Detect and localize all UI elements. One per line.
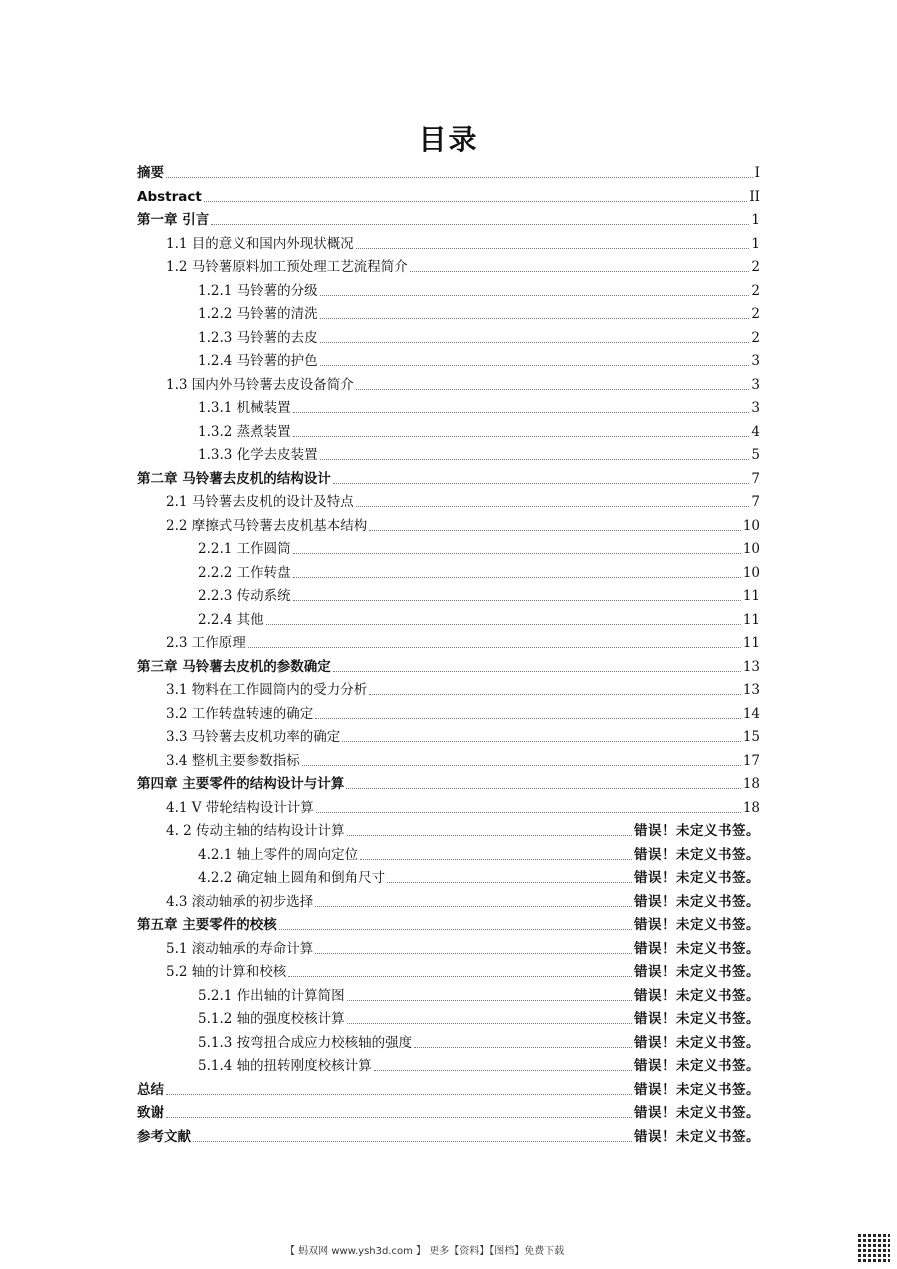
toc-entry-page: 18 bbox=[742, 776, 760, 792]
toc-entry-label: 1.2.4 马铃薯的护色 bbox=[198, 353, 318, 369]
toc-entry-label: 3.1 物料在工作圆筒内的受力分析 bbox=[166, 682, 368, 698]
toc-entry-page: 错误！未定义书签。 bbox=[634, 1034, 760, 1051]
toc-entry-label: 3.3 马铃薯去皮机功率的确定 bbox=[166, 729, 341, 745]
toc-entry-label: 第二章 马铃薯去皮机的结构设计 bbox=[137, 470, 331, 487]
toc-entry-page: 11 bbox=[742, 588, 760, 604]
toc-entry[interactable] bbox=[166, 890, 760, 910]
toc-leader-dots bbox=[320, 364, 750, 366]
toc-leader-dots bbox=[333, 482, 750, 484]
toc-entry[interactable] bbox=[198, 1054, 760, 1074]
toc-entry[interactable] bbox=[198, 349, 760, 369]
toc-entry-page: 14 bbox=[742, 705, 760, 722]
toc-entry-label: 4.2.2 确定轴上圆角和倒角尺寸 bbox=[198, 870, 386, 886]
toc-leader-dots bbox=[369, 693, 741, 695]
toc-leader-dots bbox=[356, 247, 750, 249]
toc-entry[interactable] bbox=[166, 678, 760, 698]
toc-leader-dots bbox=[414, 1046, 632, 1048]
toc-entry[interactable] bbox=[198, 561, 760, 581]
toc-entry-label: 4. 2 传动主轴的结构设计计算 bbox=[166, 823, 345, 839]
toc-entry-page: 1 bbox=[751, 212, 760, 228]
toc-entry[interactable] bbox=[198, 1031, 760, 1051]
toc-entry[interactable] bbox=[166, 255, 760, 275]
toc-entry-label: 总结 bbox=[137, 1081, 164, 1098]
footer-watermark: 【 蚂双网 www.ysh3d.com 】 更多【资料】【图档】免费下载 bbox=[285, 1246, 565, 1257]
toc-entry-label: 第四章 主要零件的结构设计与计算 bbox=[137, 776, 345, 792]
toc-entry-page: 3 bbox=[751, 400, 760, 416]
toc-entry-page: 错误！未定义书签。 bbox=[634, 870, 760, 886]
toc-entry-page: 错误！未定义书签。 bbox=[634, 987, 760, 1004]
toc-leader-dots bbox=[166, 1093, 632, 1095]
toc-entry[interactable] bbox=[166, 373, 760, 393]
toc-entry-page: 5 bbox=[751, 447, 760, 463]
toc-entry-label: 2.2.1 工作圆筒 bbox=[198, 541, 291, 557]
toc-entry-label: 参考文献 bbox=[137, 1128, 191, 1145]
toc-entry-page: 错误！未定义书签。 bbox=[634, 823, 760, 839]
toc-leader-dots bbox=[346, 787, 741, 789]
toc-entry-page: 13 bbox=[742, 682, 760, 698]
toc-leader-dots bbox=[315, 905, 632, 907]
toc-entry-label: 2.2.4 其他 bbox=[198, 611, 264, 628]
toc-entry-page: 错误！未定义书签。 bbox=[634, 964, 760, 980]
toc-entry[interactable] bbox=[137, 467, 760, 487]
toc-entry-label: 5.1.4 轴的扭转刚度校核计算 bbox=[198, 1058, 372, 1074]
toc-entry-page: 11 bbox=[742, 611, 760, 628]
toc-entry-label: 1.3.1 机械装置 bbox=[198, 400, 291, 416]
toc-entry-label: 致谢 bbox=[137, 1105, 164, 1121]
toc-entry-page: 3 bbox=[751, 353, 760, 369]
toc-entry[interactable] bbox=[198, 537, 760, 557]
toc-entry-page: 2 bbox=[751, 306, 760, 322]
toc-entry[interactable] bbox=[198, 608, 760, 628]
toc-entry[interactable] bbox=[198, 984, 760, 1004]
toc-entry[interactable] bbox=[166, 490, 760, 510]
toc-leader-dots bbox=[279, 928, 632, 930]
toc-entry-page: 错误！未定义书签。 bbox=[634, 917, 760, 933]
toc-entry-label: 4.1 V 带轮结构设计计算 bbox=[166, 799, 314, 816]
toc-leader-dots bbox=[347, 999, 632, 1001]
toc-entry-page: 11 bbox=[742, 635, 760, 651]
toc-entry[interactable] bbox=[137, 913, 760, 933]
toc-entry[interactable] bbox=[198, 866, 760, 886]
toc-entry-label: 1.2.1 马铃薯的分级 bbox=[198, 282, 318, 299]
toc-entry-page: 2 bbox=[751, 282, 760, 299]
toc-entry[interactable] bbox=[198, 584, 760, 604]
toc-leader-dots bbox=[166, 176, 753, 178]
toc-entry-label: 5.1.3 按弯扭合成应力校核轴的强度 bbox=[198, 1034, 413, 1051]
toc-entry-label: 1.3.2 蒸煮装置 bbox=[198, 423, 291, 440]
toc-entry[interactable] bbox=[198, 443, 760, 463]
page-title: 目录 bbox=[418, 123, 479, 156]
toc-entry[interactable] bbox=[166, 749, 760, 769]
toc-leader-dots bbox=[288, 975, 632, 977]
toc-entry[interactable] bbox=[166, 631, 760, 651]
toc-entry[interactable] bbox=[137, 1078, 760, 1098]
toc-entry-page: 错误！未定义书签。 bbox=[634, 1081, 760, 1098]
toc-leader-dots bbox=[360, 858, 632, 860]
toc-entry-label: 5.2 轴的计算和校核 bbox=[166, 964, 287, 980]
toc-entry-page: 18 bbox=[742, 799, 760, 816]
toc-leader-dots bbox=[293, 599, 741, 601]
toc-entry[interactable] bbox=[166, 960, 760, 980]
toc-leader-dots bbox=[320, 294, 750, 296]
toc-entry-label: 1.2 马铃薯原料加工预处理工艺流程简介 bbox=[166, 259, 408, 275]
toc-entry-page: 1 bbox=[751, 235, 760, 252]
toc-entry[interactable] bbox=[137, 208, 760, 228]
toc-entry-page: 错误！未定义书签。 bbox=[634, 893, 760, 910]
toc-entry-page: 错误！未定义书签。 bbox=[634, 940, 760, 957]
toc-leader-dots bbox=[320, 341, 750, 343]
toc-entry[interactable] bbox=[166, 232, 760, 252]
toc-leader-dots bbox=[320, 317, 750, 319]
toc-entry[interactable] bbox=[198, 326, 760, 346]
toc-leader-dots bbox=[211, 223, 749, 225]
toc-entry-page: 17 bbox=[742, 752, 760, 769]
toc-leader-dots bbox=[248, 646, 741, 648]
toc-entry-label: 2.1 马铃薯去皮机的设计及特点 bbox=[166, 494, 354, 510]
toc-leader-dots bbox=[293, 576, 741, 578]
toc-entry-page: 13 bbox=[742, 658, 760, 675]
toc-leader-dots bbox=[293, 411, 750, 413]
toc-entry[interactable] bbox=[166, 937, 760, 957]
toc-entry-label: 2.2 摩擦式马铃薯去皮机基本结构 bbox=[166, 517, 368, 534]
toc-entry-label: 1.2.3 马铃薯的去皮 bbox=[198, 329, 318, 346]
toc-entry-page: 7 bbox=[751, 470, 760, 487]
toc-entry[interactable] bbox=[198, 396, 760, 416]
toc-entry-label: 3.2 工作转盘转速的确定 bbox=[166, 705, 314, 722]
toc-leader-dots bbox=[333, 670, 741, 672]
toc-leader-dots bbox=[374, 1069, 632, 1071]
toc-leader-dots bbox=[166, 1116, 632, 1118]
toc-leader-dots bbox=[193, 1140, 632, 1142]
toc-entry-label: 5.2.1 作出轴的计算简图 bbox=[198, 987, 345, 1004]
toc-entry-label: 第一章 引言 bbox=[137, 212, 210, 228]
toc-entry[interactable] bbox=[137, 772, 760, 792]
toc-entry-page: 错误！未定义书签。 bbox=[634, 846, 760, 863]
toc-entry-page: 4 bbox=[751, 423, 760, 440]
toc-entry[interactable] bbox=[166, 796, 760, 816]
toc-entry-page: 错误！未定义书签。 bbox=[634, 1011, 760, 1027]
toc-entry-label: 1.3.3 化学去皮装置 bbox=[198, 447, 318, 463]
toc-leader-dots bbox=[315, 952, 632, 954]
toc-leader-dots bbox=[387, 881, 632, 883]
toc-entry-label: 1.2.2 马铃薯的清洗 bbox=[198, 306, 318, 322]
toc-entry-label: 2.3 工作原理 bbox=[166, 635, 246, 651]
toc-entry-page: 错误！未定义书签。 bbox=[634, 1058, 760, 1074]
toc-leader-dots bbox=[369, 529, 741, 531]
toc-entry-page: 3 bbox=[751, 376, 760, 393]
toc-entry-label: 摘要 bbox=[137, 165, 164, 181]
toc-leader-dots bbox=[347, 1022, 632, 1024]
toc-entry-page: II bbox=[749, 188, 760, 205]
toc-leader-dots bbox=[204, 200, 748, 202]
toc-entry[interactable] bbox=[198, 279, 760, 299]
toc-entry-label: 4.3 滚动轴承的初步选择 bbox=[166, 893, 314, 910]
toc-leader-dots bbox=[347, 834, 632, 836]
toc-leader-dots bbox=[410, 270, 750, 272]
toc-entry[interactable] bbox=[198, 302, 760, 322]
toc-entry-label: 3.4 整机主要参数指标 bbox=[166, 752, 300, 769]
toc-entry-page: 2 bbox=[751, 259, 760, 275]
toc-leader-dots bbox=[342, 740, 741, 742]
toc-entry-page: 2 bbox=[751, 329, 760, 346]
toc-entry[interactable] bbox=[137, 1125, 760, 1145]
toc-leader-dots bbox=[293, 435, 750, 437]
toc-leader-dots bbox=[356, 505, 750, 507]
toc-entry-label: 1.1 目的意义和国内外现状概况 bbox=[166, 235, 354, 252]
toc-leader-dots bbox=[266, 623, 741, 625]
toc-entry-label: 第三章 马铃薯去皮机的参数确定 bbox=[137, 658, 331, 675]
toc-entry[interactable] bbox=[198, 1007, 760, 1027]
toc-entry-label: 1.3 国内外马铃薯去皮设备简介 bbox=[166, 376, 354, 393]
toc-entry-page: 10 bbox=[742, 564, 760, 581]
toc-entry[interactable] bbox=[166, 819, 760, 839]
toc-entry[interactable] bbox=[166, 702, 760, 722]
toc-entry-page: 10 bbox=[742, 517, 760, 534]
toc-entry[interactable] bbox=[137, 185, 760, 205]
toc-entry-label: 5.1.2 轴的强度校核计算 bbox=[198, 1011, 345, 1027]
toc-leader-dots bbox=[316, 811, 741, 813]
toc-leader-dots bbox=[302, 764, 741, 766]
toc-entry-label: 第五章 主要零件的校核 bbox=[137, 917, 277, 933]
toc-entry-page: 7 bbox=[751, 494, 760, 510]
toc-leader-dots bbox=[293, 552, 741, 554]
toc-entry-page: 10 bbox=[742, 541, 760, 557]
toc-entry-page: I bbox=[754, 165, 760, 181]
toc-entry-page: 错误！未定义书签。 bbox=[634, 1105, 760, 1121]
toc-entry[interactable] bbox=[137, 1101, 760, 1121]
toc-entry[interactable] bbox=[198, 420, 760, 440]
toc-entry-label: 5.1 滚动轴承的寿命计算 bbox=[166, 940, 314, 957]
toc-entry[interactable] bbox=[198, 843, 760, 863]
toc-leader-dots bbox=[320, 458, 750, 460]
toc-entry[interactable] bbox=[137, 161, 760, 181]
toc-entry-label: 2.2.3 传动系统 bbox=[198, 588, 291, 604]
toc-entry-page: 错误！未定义书签。 bbox=[634, 1128, 760, 1145]
toc-entry-label: 4.2.1 轴上零件的周向定位 bbox=[198, 846, 359, 863]
qr-code-icon bbox=[858, 1232, 890, 1264]
toc-entry-label: 2.2.2 工作转盘 bbox=[198, 564, 291, 581]
toc-leader-dots bbox=[356, 388, 750, 390]
toc-entry[interactable] bbox=[166, 725, 760, 745]
toc-entry[interactable] bbox=[137, 655, 760, 675]
toc-leader-dots bbox=[315, 717, 741, 719]
toc-entry[interactable] bbox=[166, 514, 760, 534]
toc-entry-label: Abstract bbox=[137, 188, 202, 205]
toc-entry-page: 15 bbox=[742, 729, 760, 745]
